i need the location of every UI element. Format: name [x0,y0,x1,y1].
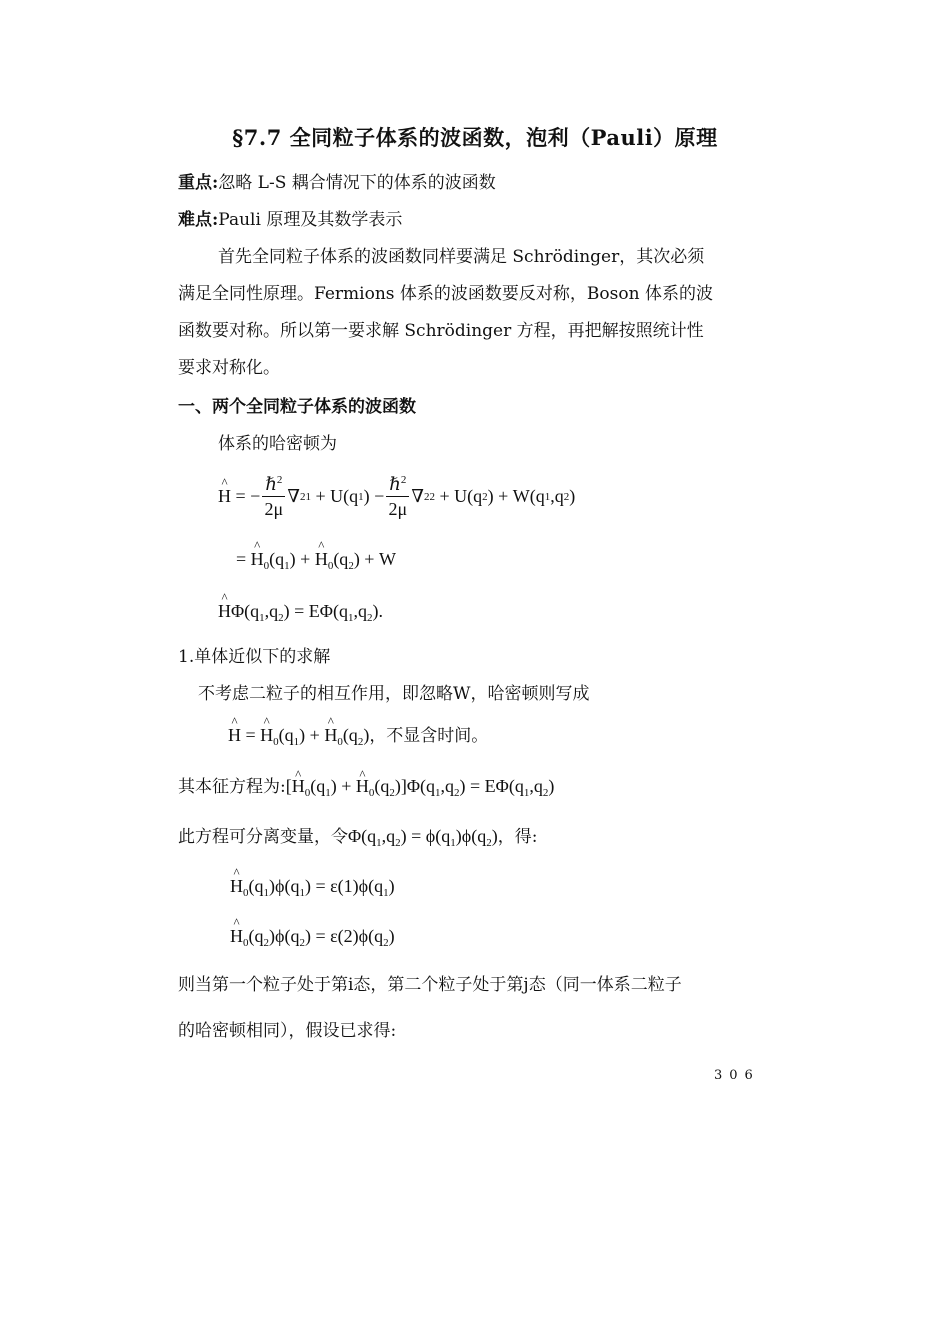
section-title: §7.7 全同粒子体系的波函数，泡利（Pauli）原理 [232,125,718,150]
intro-line-4: 要求对称化。 [178,358,280,378]
hamiltonian-intro: 体系的哈密顿为 [218,434,337,454]
separable-text-b: ，得: [497,827,538,847]
separation-line: 此方程可分离变量，令$\Phi(q_1,q_2) = \phi(q_1)\phi(q_2)$，得: [178,826,538,849]
equation-particle-2: ^ $H_0(q_2)\phi(q_2) = \varepsilon(2)\phi(q_2)$ [230,926,395,947]
intro-line-1: 首先全同粒子体系的波函数同样要满足 Schrödinger，其次必须 [218,247,705,267]
key-point-label: 重点: [178,173,219,193]
intro-line-2: 满足全同性原理。Fermions 体系的波函数要反对称，Boson 体系的波 [178,284,713,304]
equation-single-body: ^ H = ^ $H_0(q_1)$ + ^ $H_0(q_2)$，不显含时间。 [228,724,488,748]
state-text-line-2: 的哈密顿相同），假设已求得: [178,1021,397,1041]
equation-schrodinger: ^ $H\Phi(q_1,q_2) = E\Phi(q_1,q_2)$. [218,601,383,622]
equation-hamiltonian-split: = ^ $H_0(q_1)$ + ^ $H_0(q_2) + W$ [236,549,396,570]
section-heading-1: 一、两个全同粒子体系的波函数 [178,397,416,417]
equation-hamiltonian: ^ H = − $\frac{\hbar^2}{2\mu}$ ∇ 2 1 + U(q 1 ) − $\frac{\hbar^2}{2\mu}$ ∇ 2 2 + U(q 2 ) + W(q 1 ,q 2 ) [218,474,575,519]
difficulty-line [178,208,402,232]
key-point-line [178,171,496,195]
subsection-heading-1: 1.单体近似下的求解 [178,647,331,667]
difficulty-label: 难点: [178,210,219,230]
eigen-label: 其本征方程为: [178,777,286,797]
no-time-text: ，不显含时间。 [369,726,489,745]
eigen-equation-line: 其本征方程为:[^ $H_0(q_1)$ + ^ $H_0(q_2)]\Phi(q_1,q_2) = E\Phi(q_1,q_2)$ [178,774,554,799]
difficulty-text: Pauli 原理及其数学表示 [218,210,403,230]
neglect-interaction-text: 不考虑二粒子的相互作用，即忽略W，哈密顿则写成 [198,684,590,704]
key-point-text: 忽略 L-S 耦合情况下的体系的波函数 [218,173,496,193]
page-number: 306 [714,1068,760,1083]
separable-text-a: 此方程可分离变量，令 [178,827,348,847]
intro-line-3: 函数要对称。所以第一要求解 Schrödinger 方程，再把解按照统计性 [178,321,704,341]
equation-particle-1: ^ $H_0(q_1)\phi(q_1) = \varepsilon(1)\phi(q_1)$ [230,876,395,897]
state-text-line-1: 则当第一个粒子处于第i态，第二个粒子处于第j态（同一体系二粒子 [178,975,682,995]
